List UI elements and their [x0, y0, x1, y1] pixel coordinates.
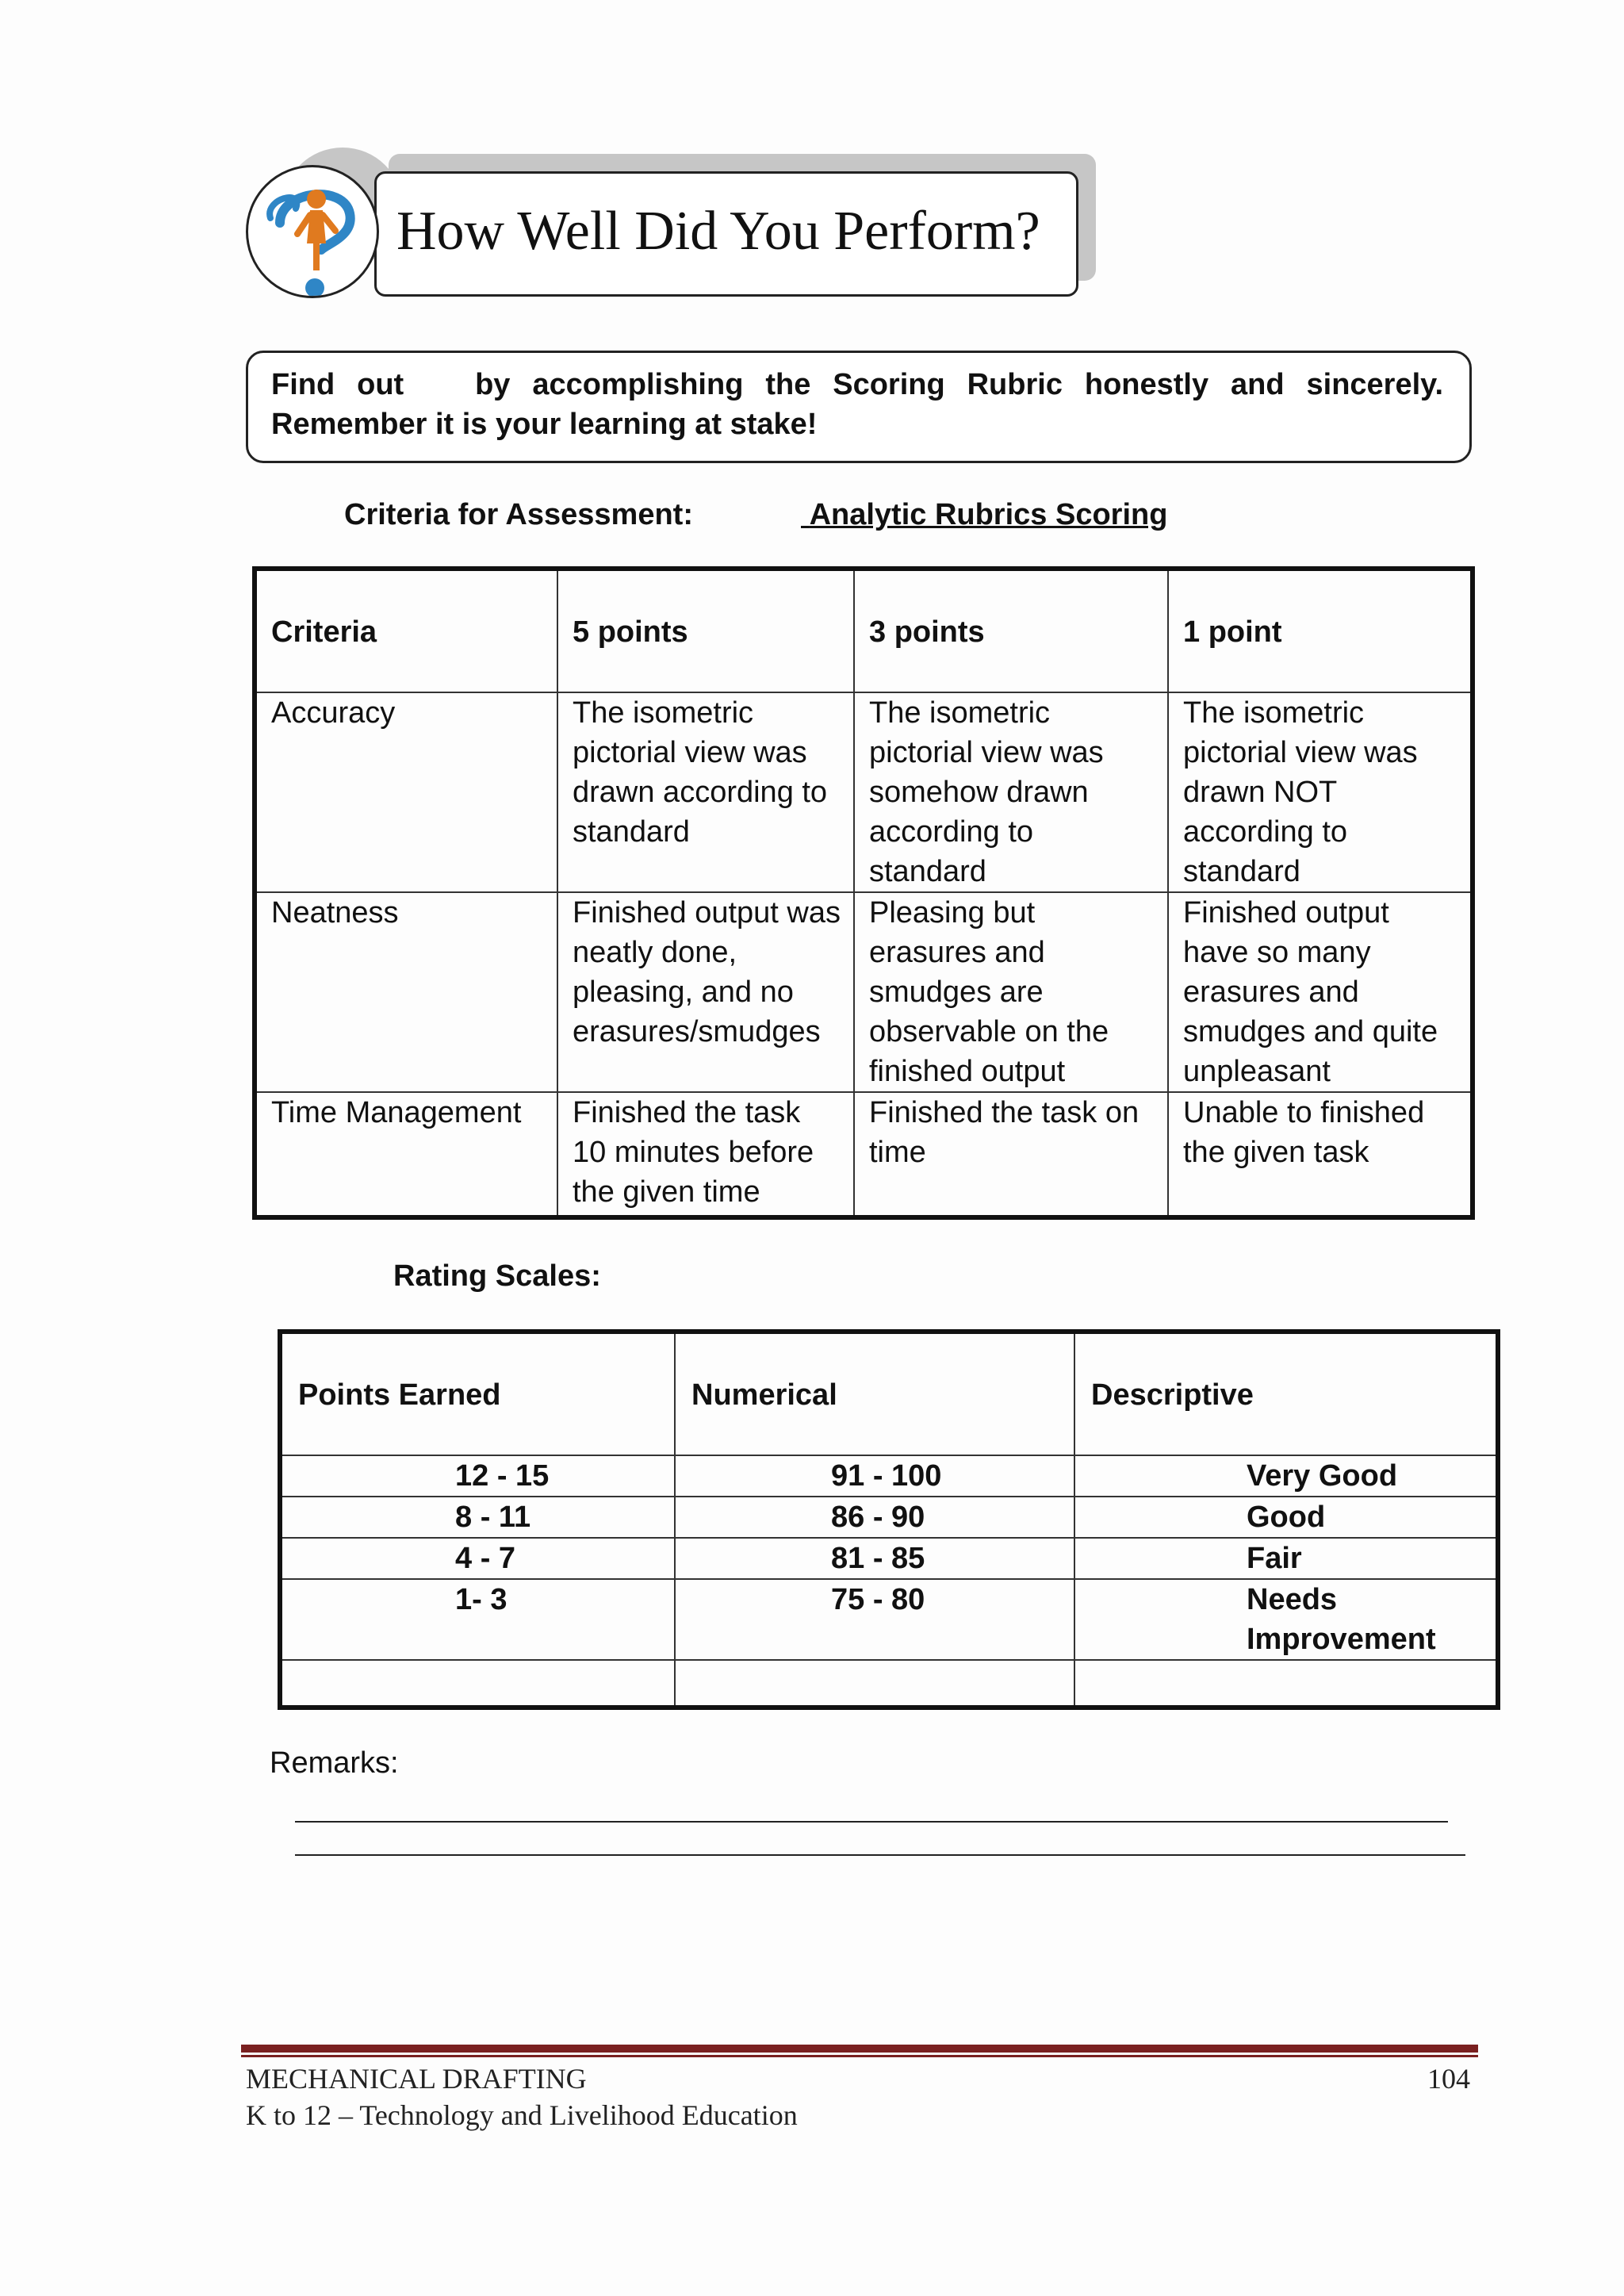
rubric-cell: The isometric pictorial view was somehow drawn according to standard [854, 692, 1168, 892]
criteria-cell: Time Management [255, 1092, 557, 1217]
numerical-cell: 91 - 100 [675, 1455, 1074, 1497]
question-mark-figure-icon [246, 165, 379, 298]
numerical-cell: 75 - 80 [675, 1579, 1074, 1660]
points-cell: 8 - 11 [280, 1497, 675, 1538]
rubric-cell: Finished the task on time [854, 1092, 1168, 1217]
criteria-cell: Neatness [255, 892, 557, 1092]
intro-line-2: Remember it is your learning at stake! [271, 408, 818, 441]
table-row [280, 1538, 1498, 1579]
table-row [280, 1579, 1498, 1660]
rubric-table [252, 566, 1475, 1220]
remarks-label: Remarks: [270, 1746, 399, 1780]
points-cell: 4 - 7 [280, 1538, 675, 1579]
rubric-header-row [255, 569, 1473, 692]
table-row [255, 892, 1473, 1092]
rating-scale-table [278, 1329, 1500, 1710]
descriptive-cell: Fair [1074, 1538, 1498, 1579]
rating-header-cell: Numerical [675, 1332, 1074, 1455]
numerical-cell: 81 - 85 [675, 1538, 1074, 1579]
page-number: 104 [1427, 2063, 1470, 2095]
points-cell: 12 - 15 [280, 1455, 675, 1497]
table-row [255, 692, 1473, 892]
rubric-type: Analytic Rubrics Scoring [809, 498, 1168, 531]
footer-subject: MECHANICAL DRAFTING [246, 2063, 587, 2095]
rubric-header-cell: 5 points [557, 569, 854, 692]
table-row [280, 1455, 1498, 1497]
points-cell: 1- 3 [280, 1579, 675, 1660]
page-title: How Well Did You Perform? [396, 201, 1040, 262]
criteria-cell: Accuracy [255, 692, 557, 892]
descriptive-cell: Very Good [1074, 1455, 1498, 1497]
rubric-header-cell: 1 point [1168, 569, 1473, 692]
intro-text [271, 365, 1443, 444]
rubric-cell: Finished output have so many erasures and smudges and quite unpleasant [1168, 892, 1473, 1092]
rubric-cell: The isometric pictorial view was drawn NOT according to standard [1168, 692, 1473, 892]
footer-divider [241, 2045, 1478, 2053]
rubric-cell: Pleasing but erasures and smudges are observable on the finished output [854, 892, 1168, 1092]
footer-divider-thin [241, 2055, 1478, 2057]
rubric-cell: Unable to finished the given task [1168, 1092, 1473, 1217]
rating-scales-label: Rating Scales: [393, 1259, 601, 1293]
footer-program: K to 12 – Technology and Livelihood Education [246, 2099, 798, 2131]
rubric-header-cell: 3 points [854, 569, 1168, 692]
criteria-label: Criteria for Assessment: [344, 498, 693, 531]
rubric-cell: Finished the task 10 minutes before the given time [557, 1092, 854, 1217]
table-row [255, 1092, 1473, 1217]
rating-header-row [280, 1332, 1498, 1455]
remarks-line[interactable] [295, 1821, 1448, 1823]
table-row-empty [280, 1660, 1498, 1708]
rubric-header-cell: Criteria [255, 569, 557, 692]
descriptive-cell: Good [1074, 1497, 1498, 1538]
intro-line-1: Find out by accomplishing the Scoring Rubric honestly and sincerely. [271, 368, 1444, 401]
remarks-line[interactable] [295, 1854, 1465, 1856]
rubric-cell: The isometric pictorial view was drawn according to standard [557, 692, 854, 892]
descriptive-cell: Needs Improvement [1074, 1579, 1498, 1660]
rating-header-cell: Points Earned [280, 1332, 675, 1455]
table-row [280, 1497, 1498, 1538]
rating-header-cell: Descriptive [1074, 1332, 1498, 1455]
rubric-cell: Finished output was neatly done, pleasing, and no erasures/smudges [557, 892, 854, 1092]
numerical-cell: 86 - 90 [675, 1497, 1074, 1538]
